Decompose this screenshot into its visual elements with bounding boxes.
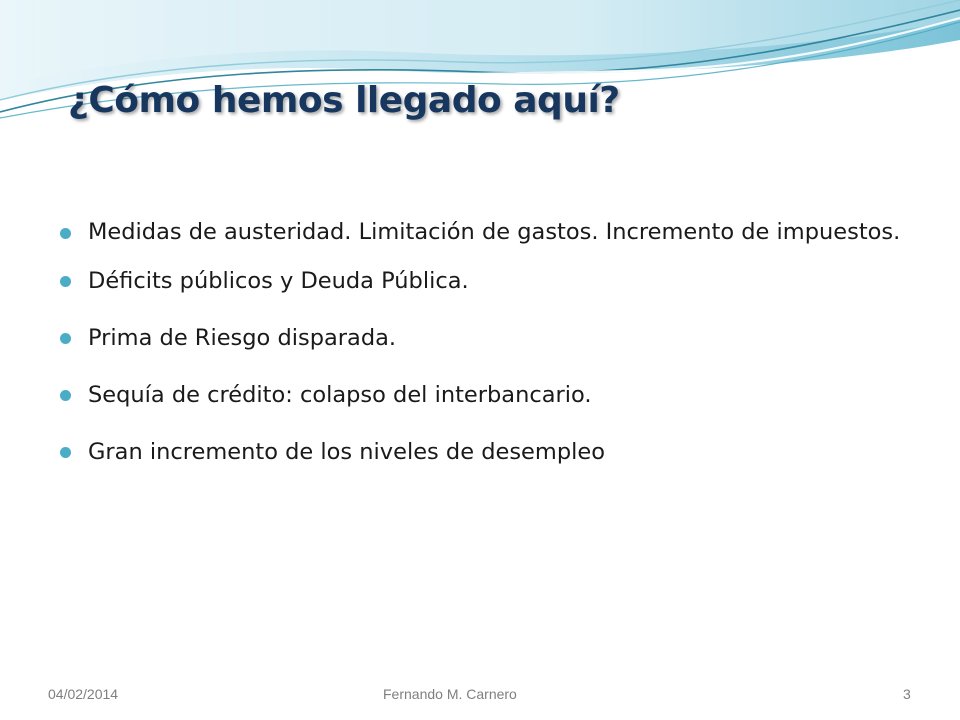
bullet-icon: [60, 228, 71, 239]
slide-title: ¿Cómo hemos llegado aquí?: [68, 80, 620, 121]
bullet-text: Sequía de crédito: colapso del interbancario.: [88, 381, 592, 408]
bullet-item-5: [56, 435, 906, 470]
bullet-text: Déficits públicos y Deuda Pública.: [88, 267, 469, 294]
bullet-text: Medidas de austeridad. Limitación de gastos. Incremento de impuestos.: [88, 219, 901, 245]
bullet-icon: [60, 390, 71, 401]
footer-page-number: 3: [903, 686, 911, 702]
bullet-icon: [60, 447, 71, 458]
bullet-text: Prima de Riesgo disparada.: [88, 324, 397, 351]
bullet-item-1: [56, 202, 906, 264]
bullet-item-3: [56, 321, 906, 356]
bullet-item-4: [56, 378, 906, 413]
bullet-list: [56, 220, 906, 491]
footer-author: Fernando M. Carnero: [383, 686, 517, 702]
footer-date: 04/02/2014: [48, 686, 119, 702]
bullet-icon: [60, 333, 71, 344]
bullet-icon: [60, 276, 71, 287]
bullet-text: Gran incremento de los niveles de desempleo: [88, 438, 605, 465]
bullet-item-2: [56, 264, 906, 299]
